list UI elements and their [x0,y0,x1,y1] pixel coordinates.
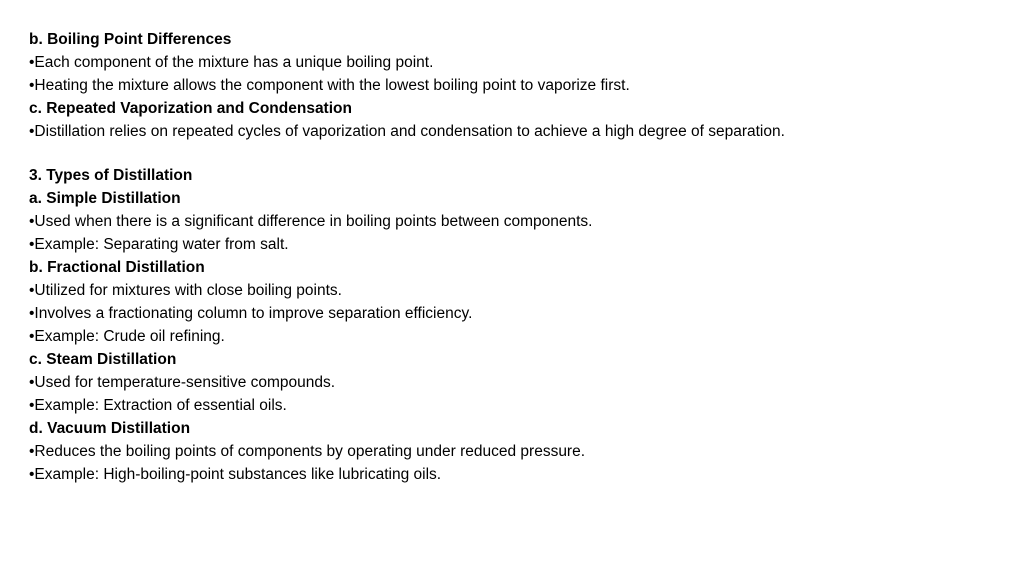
subheading-steam-distillation: c. Steam Distillation [29,351,177,368]
bullet-item: •Reduces the boiling points of components by operating under reduced pressure. [29,443,586,460]
bullet-item: •Example: Crude oil refining. [29,328,225,345]
subheading-vacuum-distillation: d. Vacuum Distillation [29,420,191,437]
bullet-item: •Example: Separating water from salt. [29,236,289,253]
bullet-item: •Example: High-boiling-point substances like lubricating oils. [29,466,442,483]
section-spacer [29,143,1009,164]
bullet-item: •Each component of the mixture has a unique boiling point. [29,54,434,71]
bullet-item: •Heating the mixture allows the component with the lowest boiling point to vaporize first. [29,77,630,94]
subheading-fractional-distillation: b. Fractional Distillation [29,259,205,276]
bullet-item: •Example: Extraction of essential oils. [29,397,287,414]
section-heading-repeated-vaporization: c. Repeated Vaporization and Condensation [29,100,352,117]
bullet-item: •Used when there is a significant difference in boiling points between components. [29,213,593,230]
bullet-item: •Involves a fractionating column to improve separation efficiency. [29,305,473,322]
section-title-types: 3. Types of Distillation [29,167,193,184]
bullet-item: •Distillation relies on repeated cycles of vaporization and condensation to achieve a high degree of separation. [29,123,785,140]
bullet-item: •Utilized for mixtures with close boiling points. [29,282,342,299]
section-heading-boiling-point: b. Boiling Point Differences [29,31,232,48]
bullet-item: •Used for temperature-sensitive compounds. [29,374,336,391]
subheading-simple-distillation: a. Simple Distillation [29,190,181,207]
slide-content [29,28,1009,486]
